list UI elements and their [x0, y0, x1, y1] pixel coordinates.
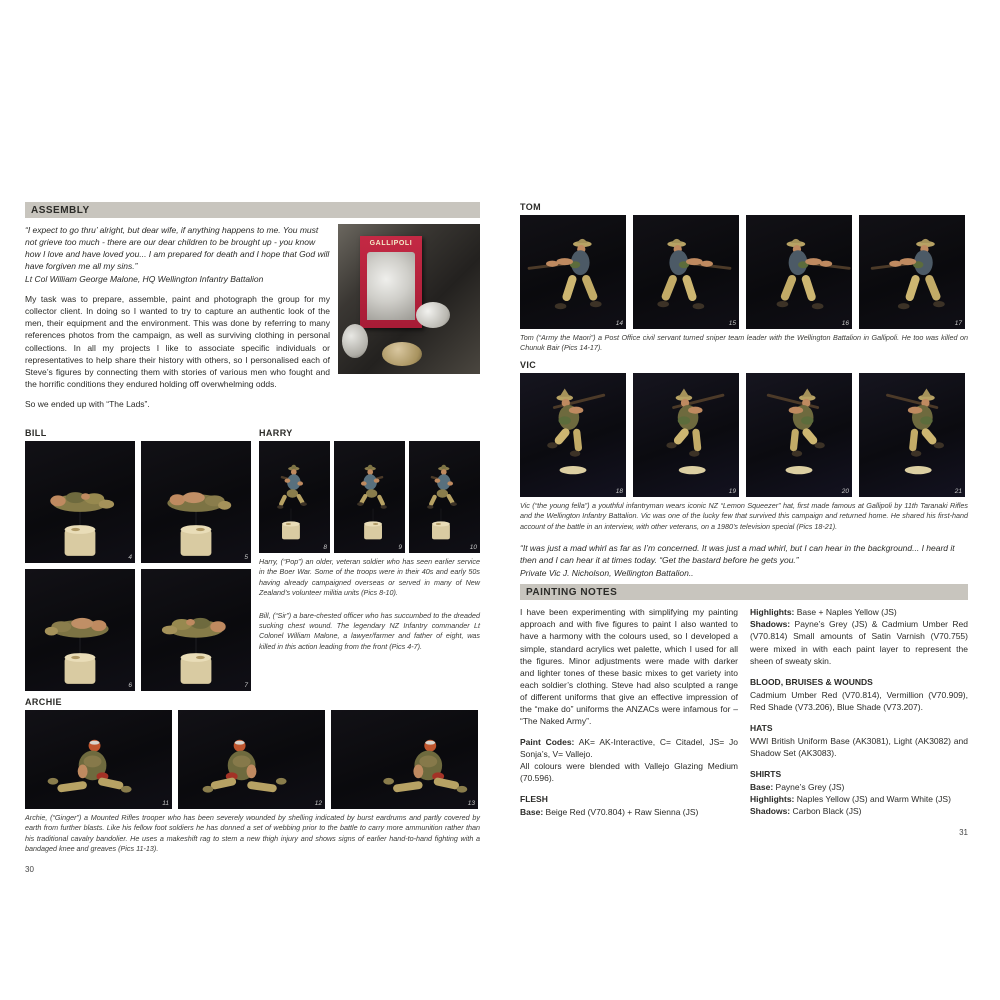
photo-archie-11: [25, 710, 172, 809]
photo-vic-20: [746, 373, 852, 497]
section-header-painting-notes: PAINTING NOTES: [520, 584, 968, 600]
shirts-highlights-text: Naples Yellow (JS) and Warm White (JS): [796, 794, 951, 805]
miniature-figure-lying: [141, 569, 251, 691]
unpainted-figure: [342, 324, 368, 358]
miniature-figure-advancing: [859, 215, 965, 329]
highlights-label: Highlights:: [750, 607, 795, 618]
archie-section: [25, 697, 480, 855]
photo-archie-13: [331, 710, 478, 809]
photo-number: 13: [467, 799, 475, 807]
photo-vic-18: [520, 373, 626, 497]
painting-notes-columns: [520, 606, 968, 818]
malone-quote-attribution: Lt Col William George Malone, HQ Wellington Infantry Battalion: [25, 274, 264, 285]
bill-harry-row: [25, 422, 480, 691]
miniature-figure-lying: [141, 441, 251, 563]
flesh-header: FLESH: [520, 794, 548, 805]
gallipoli-book-title: GALLIPOLI: [369, 240, 413, 247]
photo-bill-5: [141, 441, 251, 563]
photo-bill-4: [25, 441, 135, 563]
shadows-text: Payne’s Grey (JS) & Cadmium Umber Red (V70.814) Small amounts of Satin Varnish (V70.755) were mixed in with each paint layer to represent the sheen of sweaty skin.: [750, 619, 968, 666]
photo-number: 16: [841, 320, 849, 327]
flesh-base-text: Beige Red (V70.804) + Raw Sienna (JS): [545, 807, 699, 818]
archie-label: ARCHIE: [25, 696, 62, 707]
photo-number: 21: [954, 487, 962, 495]
hats-text: WWI British Uniform Base (AK3081), Light (AK3082) and Shadow Set (AK3083).: [750, 735, 968, 758]
photo-archie-12: [178, 710, 325, 809]
glazing-line: All colours were blended with Vallejo Glazing Medium (70.596).: [520, 761, 738, 784]
miniature-figure-kneeling: [859, 373, 965, 497]
photo-number: 15: [728, 320, 736, 327]
photo-bill-7: [141, 569, 251, 691]
flesh-base-line: [520, 806, 738, 818]
miniature-figure-running: [259, 441, 330, 553]
bill-label: BILL: [25, 427, 47, 438]
photo-number: 4: [128, 553, 132, 561]
shirts-base-label: Base:: [750, 782, 774, 793]
page-left: [25, 202, 480, 874]
section-header-assembly: ASSEMBLY: [25, 202, 480, 218]
photo-number: 18: [615, 487, 623, 495]
shirts-shadows-text: Carbon Black (JS): [792, 806, 862, 817]
shirts-highlights-label: Highlights:: [750, 794, 795, 805]
flesh-base-label: Base:: [520, 807, 544, 818]
bill-photo-grid: [25, 441, 251, 691]
painting-notes-left-column: [520, 606, 738, 818]
photo-tom-14: [520, 215, 626, 329]
page-number-right: 31: [959, 828, 968, 838]
photo-vic-21: [859, 373, 965, 497]
photo-number: 10: [469, 543, 477, 551]
painting-notes-right-column: [750, 606, 968, 818]
miniature-figure-kneeling: [633, 373, 739, 497]
bill-caption: Bill, (“Sir”) a bare-chested officer who has succumbed to the dreaded sucking chest wound. The legendary NZ Infantry commander Lt Colonel William Malone, a lawyer/farmer and father of eight, was killed in this action leading from the front (Pics 4-7).: [259, 610, 480, 651]
photo-vic-19: [633, 373, 739, 497]
highlights-text: Base + Naples Yellow (JS): [796, 607, 897, 618]
miniature-figure-advancing: [520, 215, 626, 329]
shadows-label: Shadows:: [750, 619, 791, 630]
photo-number: 8: [323, 543, 327, 551]
assembly-body-paragraph: My task was to prepare, assemble, paint and photograph the group for my collector client. In doing so I wanted to try to capture an authentic look of the men, their equipment and the environment. This was done by referring to many references photos from the campaign, as well as surviving clothing in personal collections. In all my projects I like to associate specific individuals or representatives to help share their history with others, so I personalised each of Steve’s figures by connecting them with stories of various men who fought and the horrific conditions they endured holding off overwhelming odds.: [25, 294, 330, 389]
harry-caption: Harry, (“Pop”) an older, veteran soldier who has seen earlier service in the Boer War. Some of the troops were in their 40s and early 50s having already campaigned overseas or served in many of New Zealand’s volunteer militia units (Pics 8-10).: [259, 556, 480, 598]
painting-notes-intro: I have been experimenting with simplifying my painting approach and with five figures to paint I also wanted to have a harmony with the colours used, so I developed a simple, standard acrylics wet palette, which I used for all the figures. Minor adjustments were made with darker and lighter tones of these basic mixes to get variety into each soldier’s clothing. Steve had also sculpted a range of different uniforms that give an effective impression of the “make do” uniforms the ANZACs were infamous for – “The Naked Army”.: [520, 607, 738, 726]
miniature-figure-lying: [25, 569, 135, 691]
page-number-left: 30: [25, 864, 34, 874]
photo-harry-8: [259, 441, 330, 553]
malone-quote: “I expect to go thru’ alright, but dear wife, if anything happens to me. You must not grieve too much - there are our dear children to be brought up - you know how I love and have loved you... I am prepared for death and I hope that God will have forgiven me all my sins.”: [25, 225, 330, 272]
paint-codes-line: [520, 736, 738, 760]
photo-tom-16: [746, 215, 852, 329]
miniature-figure-running: [409, 441, 480, 553]
vic-quote: “It was just a mad whirl as far as I’m concerned. It was just a mad whirl, but I can hear in the background... I heard it then and I can hear it at times today. “Get the bastard before he gets you.”: [520, 543, 955, 566]
photo-number: 5: [244, 553, 248, 561]
blood-text: Cadmium Umber Red (V70.814), Vermillion (V70.909), Red Shade (V73.206), Blue Shade (V73.207).: [750, 689, 968, 712]
archie-caption: Archie, (“Ginger”) a Mounted Rifles trooper who has been severely wounded by shelling indicated by burst eardrums and partly covered by earth from further blasts. Like his fellow foot soldiers he has donned a set of webbing prior to the battle to carry more ammunition rather than his traditional cavalry bandolier. He uses a makeshift rag to stem a new thigh injury and shows signs of earlier hand-to-hand fighting with a bandaged knee and greaves (Pics 11-13).: [25, 812, 480, 854]
flesh-highlights-line: [750, 606, 968, 618]
vic-photo-row: [520, 373, 968, 497]
photo-tom-15: [633, 215, 739, 329]
tom-caption: Tom (“Army the Maori”) a Post Office civil servant turned sniper team leader with the Wellington Battalion in Gallipoli. He too was killed on Chunuk Bair (Pics 14-17).: [520, 333, 968, 353]
gallipoli-book-cover: [360, 236, 422, 328]
workbench-photo: [338, 224, 480, 374]
shirts-base-line: [750, 781, 968, 793]
assembly-closing-line: So we ended up with “The Lads”.: [25, 398, 150, 409]
assembly-text-column: [25, 224, 330, 418]
harry-section: [259, 422, 480, 691]
vic-quote-attribution: Private Vic J. Nicholson, Wellington Battalion..: [520, 568, 694, 579]
vic-label: VIC: [520, 359, 537, 370]
miniature-figure-sitting: [178, 710, 325, 809]
photo-number: 7: [244, 681, 248, 689]
vic-caption: Vic (“the young fella”) a youthful infantryman wears iconic NZ “Lemon Squeezer” hat, first made famous at Gallipoli by 11th Taranaki Rifles and the Wellington Infantry Battalion. Vic was one of the lucky few that survived this campaign and returned home. He shared his first-hand account of the battle in an interview, with other veterans, on a 1980’s television special (Pics 18-21).: [520, 500, 968, 531]
photo-number: 20: [841, 487, 849, 495]
photo-number: 11: [162, 799, 169, 807]
photo-tom-17: [859, 215, 965, 329]
shirts-base-text: Payne’s Grey (JS): [775, 782, 845, 793]
flesh-shadows-line: [750, 618, 968, 666]
paint-codes-text: AK= AK-Interactive, C= Citadel, JS= Jo Sonja’s, V= Vallejo.: [520, 736, 738, 759]
book-cover-art: [367, 252, 415, 320]
page-right: [520, 202, 968, 837]
harry-photo-row: [259, 441, 480, 553]
miniature-figure-sitting: [25, 710, 172, 809]
archie-photo-row: [25, 710, 480, 809]
miniature-figure-running: [334, 441, 405, 553]
vic-section: [520, 360, 968, 532]
miniature-figure-advancing: [633, 215, 739, 329]
cork-base: [382, 342, 422, 366]
photo-harry-9: [334, 441, 405, 553]
photo-number: 6: [128, 681, 132, 689]
miniature-figure-lying: [25, 441, 135, 563]
miniature-figure-kneeling: [746, 373, 852, 497]
shirts-highlights-line: [750, 793, 968, 805]
photo-number: 14: [615, 320, 623, 327]
miniature-figure-sitting: [331, 710, 478, 809]
photo-harry-10: [409, 441, 480, 553]
bill-section: [25, 422, 251, 691]
assembly-intro-row: [25, 224, 480, 418]
shirts-header: SHIRTS: [750, 769, 782, 779]
photo-number: 9: [398, 543, 402, 551]
miniature-figure-kneeling: [520, 373, 626, 497]
harry-label: HARRY: [259, 427, 293, 438]
tom-photo-row: [520, 215, 968, 329]
photo-bill-6: [25, 569, 135, 691]
hats-header: HATS: [750, 722, 773, 733]
blood-header: BLOOD, BRUISES & WOUNDS: [750, 676, 873, 687]
miniature-figure-advancing: [746, 215, 852, 329]
vic-quote-block: [520, 542, 968, 578]
shirts-shadows-line: [750, 805, 968, 817]
photo-number: 19: [728, 487, 736, 495]
shirts-shadows-label: Shadows:: [750, 806, 791, 817]
paint-codes-label: Paint Codes:: [520, 736, 575, 747]
tom-section: [520, 202, 968, 354]
photo-number: 17: [954, 320, 962, 327]
unpainted-figure: [442, 320, 472, 348]
photo-number: 12: [314, 799, 322, 807]
tom-label: TOM: [520, 202, 542, 212]
